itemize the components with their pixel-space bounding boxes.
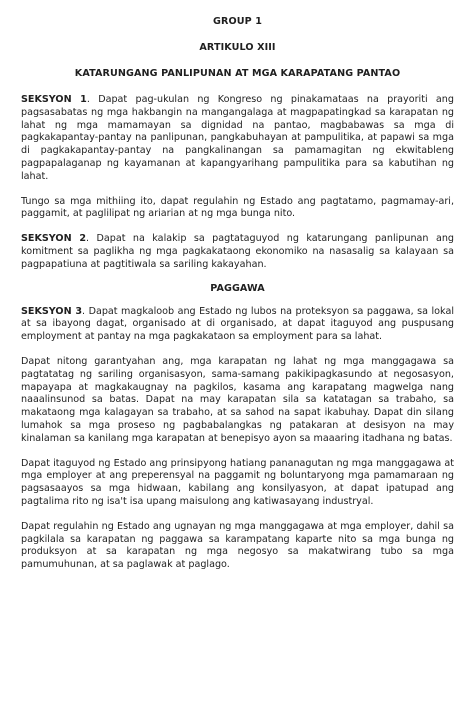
section-3-text: . Dapat magkaloob ang Estado ng lubos na proteksyon sa paggawa, sa lokal at sa ibayong dagat, organisado at di organisado, at dapat itaguyod ang puspusang employment at pantay na mga pagkakataon sa employment para sa lahat. [21, 305, 454, 343]
paragraph-regulahin: Dapat regulahin ng Estado ang ugnayan ng mga manggagawa at mga employer, dahil sa pagkilala sa karapatan ng paggawa sa karampatang kaparte nito sa mga bunga ng produksyon at sa karapatan ng mga negosyo sa makatwirang tubo sa mga pamumuhunan, at sa paglawak at paglago. [21, 520, 454, 571]
section-1-label: SEKSYON 1 [21, 94, 87, 105]
paragraph-itaguyod: Dapat itaguyod ng Estado ang prinsipyong hatiang pananagutan ng mga manggagawa at mga employer at ang preperensyal na paggamit ng boluntaryong mga pamamaraan ng pagsasaayos sa mga hidwaan, kabilang ang konsilyasyon, at dapat ipatupad ang pagtalima rito ng isa't isa upang maisulong ang katiwasayang industryal. [21, 457, 454, 507]
section-1-paragraph [21, 94, 454, 184]
paragraph-garantyahan: Dapat nitong garantyahan ang, mga karapatan ng lahat ng mga manggagawa sa pagtatatag ng sariling organisasyon, sama-samang pakikipagkasundo at negosasyon, mapayapa at magkakaugnay na pagkilos, kasama ang karapatang magwelga nang naaalinsunod sa batas. Dapat na may karapatan sila sa katatagan sa trabaho, sa makataong mga kalagayan sa trabaho, at sa sahod na sapat ikabuhay. Dapat din silang lumahok sa mga proseso ng pagbabalangkas ng patakaran at desisyon na may kinalaman sa kanilang mga karapatan at benepisyo ayon sa maaaring itadhana ng batas. [21, 355, 454, 444]
section-3-label: SEKSYON 3 [21, 305, 83, 317]
article-heading: ARTIKULO XIII [199, 42, 276, 53]
section-2-paragraph [21, 233, 454, 271]
section-1-text: . Dapat pag-ukulan ng Kongreso ng pinakamataas na prayoriti ang pagsasabatas ng mga hakbangin na mangangalaga at magpapatingkad sa karapatan ng lahat ng mga mamamayan sa dignidad na pantao, magbabawas sa mga di pagkakapantay-pantay na panlipunan, pangkabuhayan at pampulitika, at papawi sa mga di pagkakapantay-pantay na pangkalinangan sa pamamagitan ng ekwitableng pagpapalaganap ng kayamanan at kapangyarihang pampulitika para sa kabutihan ng lahat. [21, 94, 454, 182]
section-3-paragraph [21, 306, 454, 344]
article-title: KATARUNGANG PANLIPUNAN AT MGA KARAPATANG PANTAO [74, 68, 401, 79]
paragraph-tungo: Tungo sa mga mithiing ito, dapat regulahin ng Estado ang pagtatamo, pagmamay-ari, paggamit, at paglilipat ng ariarian at ng mga bunga nito. [21, 195, 454, 220]
paggawa-heading: PAGGAWA [210, 282, 265, 294]
section-2-text: . Dapat na kalakip sa pagtataguyod ng katarungang panlipunan ang komitment sa paglikha ng mga pagkakataong ekonomiko na nasasalig sa kalayaan sa pagpapatiuna at pagtitiwala sa sariling kakayahan. [21, 233, 454, 270]
group-heading: GROUP 1 [213, 16, 262, 27]
section-2-label: SEKSYON 2 [21, 233, 86, 245]
